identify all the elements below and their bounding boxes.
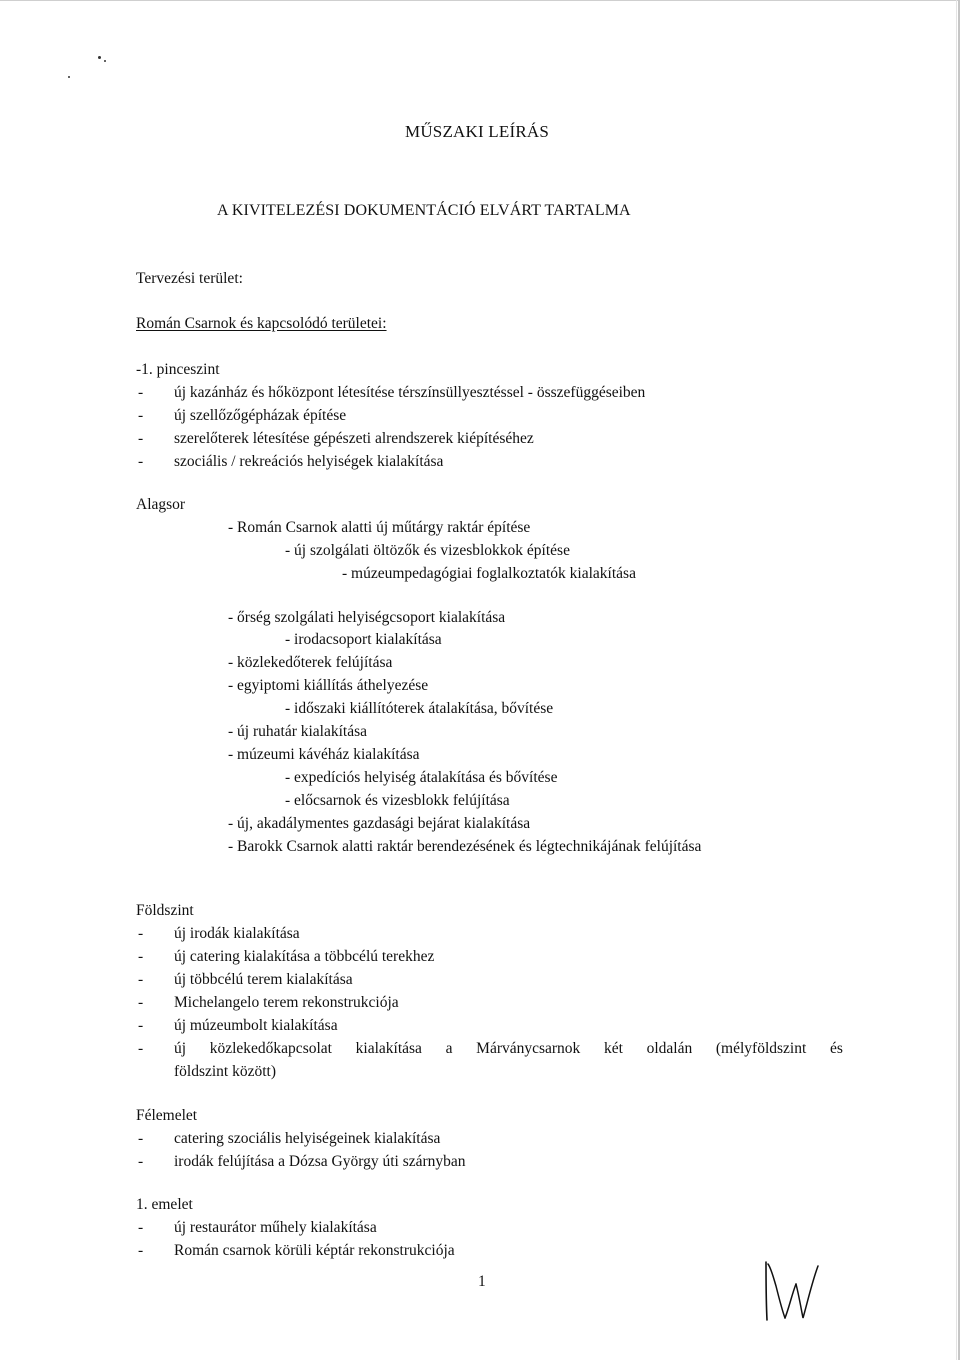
list-item: catering szociális helyiségeinek kialakítása [174, 1130, 441, 1147]
list-dash: - [138, 384, 144, 401]
list-item: - új szolgálati öltözők és vizesblokkok építése [285, 542, 570, 559]
list-dash: - [138, 1242, 144, 1259]
foldszint-heading: Földszint [136, 902, 194, 919]
word: és [829, 1040, 843, 1057]
signature-initials [758, 1254, 820, 1324]
list-item: - expedíciós helyiség átalakítása és bővítése [285, 769, 558, 786]
felemelet-heading: Félemelet [136, 1107, 198, 1124]
list-item: - irodacsoport kialakítása [285, 631, 442, 648]
scan-speck [98, 56, 101, 59]
list-item: - múzeumi kávéház kialakítása [228, 746, 420, 763]
list-dash: - [138, 407, 144, 424]
list-item: - időszaki kiállítóterek átalakítása, bővítése [285, 700, 554, 717]
list-dash: - [138, 453, 144, 470]
list-item: új szellőzőgépházak építése [174, 407, 347, 424]
basement-heading: -1. pinceszint [136, 361, 220, 378]
scan-edge-right-inner [956, 0, 957, 1360]
area-label: Román Csarnok és kapcsolódó területei: [136, 315, 387, 332]
list-item: új kazánház és hőközpont létesítése térszínsüllyesztéssel - összefüggéseiben [174, 384, 646, 401]
list-item: új többcélú terem kialakítása [174, 971, 353, 988]
word: két [603, 1040, 623, 1057]
emelet1-heading: 1. emelet [136, 1196, 193, 1213]
list-item: - előcsarnok és vizesblokk felújítása [285, 792, 510, 809]
scan-speck [104, 60, 106, 62]
list-item: - Román Csarnok alatti új műtárgy raktár építése [228, 519, 531, 536]
list-item: - közlekedőterek felújítása [228, 654, 393, 671]
list-dash: - [138, 1219, 144, 1236]
list-item: irodák felújítása a Dózsa György úti szárnyban [174, 1153, 466, 1170]
list-item: Román csarnok körüli képtár rekonstrukciója [174, 1242, 455, 1259]
list-dash: - [138, 430, 144, 447]
word: a [445, 1040, 453, 1057]
list-dash: - [138, 948, 144, 965]
list-item: Michelangelo terem rekonstrukciója [174, 994, 399, 1011]
list-item: - új ruhatár kialakítása [228, 723, 368, 740]
word: (mélyföldszint [715, 1040, 807, 1057]
list-dash: - [138, 925, 144, 942]
page-subtitle: A KIVITELEZÉSI DOKUMENTÁCIÓ ELVÁRT TARTALMA [217, 202, 631, 219]
scan-edge-top [0, 0, 960, 1]
list-item: - Barokk Csarnok alatti raktár berendezésének és légtechnikájának felújítása [228, 838, 702, 855]
list-dash: - [138, 1153, 144, 1170]
word: közlekedőkapcsolat [209, 1040, 332, 1057]
list-item: - új, akadálymentes gazdasági bejárat kialakítása [228, 815, 531, 832]
section-label: Tervezési terület: [136, 270, 243, 287]
list-dash: - [138, 994, 144, 1011]
list-item-justified [174, 1041, 843, 1057]
list-item-continuation: földszint között) [174, 1063, 277, 1080]
list-item: szerelőterek létesítése gépészeti alrendszerek kiépítéséhez [174, 430, 534, 447]
list-item: új múzeumbolt kialakítása [174, 1017, 338, 1034]
alagsor-heading: Alagsor [136, 496, 186, 513]
list-dash: - [138, 971, 144, 988]
word: új [174, 1040, 187, 1057]
list-item: - őrség szolgálati helyiségcsoport kialakítása [228, 609, 506, 626]
page-title: MŰSZAKI LEÍRÁS [405, 122, 549, 141]
list-item: új catering kialakítása a többcélú terekhez [174, 948, 435, 965]
list-item: - egyiptomi kiállítás áthelyezése [228, 677, 429, 694]
page-number: 1 [478, 1273, 486, 1290]
list-dash: - [138, 1040, 144, 1057]
word: kialakítása [355, 1040, 422, 1057]
list-item: - múzeumpedagógiai foglalkoztatók kialakítása [342, 565, 636, 582]
list-item: új restaurátor műhely kialakítása [174, 1219, 377, 1236]
scan-speck [68, 76, 70, 78]
list-item: szociális / rekreációs helyiségek kialakítása [174, 453, 444, 470]
word: Márványcsarnok [476, 1040, 581, 1057]
list-item: új irodák kialakítása [174, 925, 300, 942]
list-dash: - [138, 1130, 144, 1147]
list-dash: - [138, 1017, 144, 1034]
word: oldalán [646, 1040, 693, 1057]
